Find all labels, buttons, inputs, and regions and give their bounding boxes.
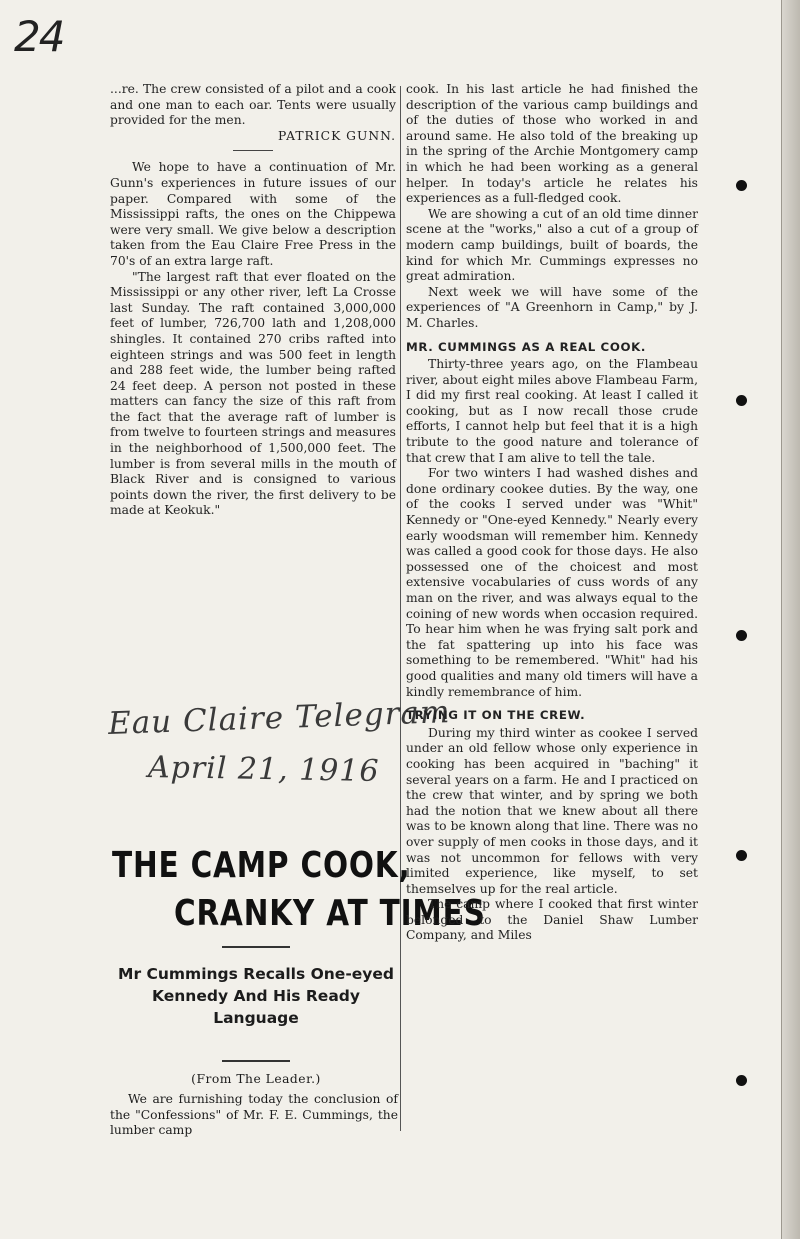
right-paragraph-6: During my third winter as cookee I served under an old fellow whose only experience in cooking has been acquired in "baching" it several years on a farm. He and I practiced on the crew that winter, and by spring we both had the notion that we knew about all there was to be known along that line. There was no over supply of men cooks in those days, and it was not uncommon for fellows with very limited experience, like myself, to set themselves up for the real article. — [406, 725, 698, 896]
editor-note: We hope to have a continuation of Mr. Gunn's experiences in future issues of our paper. Compared with some of the Mississippi rafts, the ones on the Chippewa were very small. We give below a description taken from the Eau Claire Free Press in the 70's of an extra large raft. — [110, 160, 396, 268]
punch-hole-bottom — [736, 850, 747, 861]
left-opening-paragraph: ...re. The crew consisted of a pilot and a cook and one man to each oar. Tents were usually provided for the men. — [110, 82, 396, 128]
author-signature: PATRICK GUNN. — [277, 128, 396, 143]
right-paragraph-5: For two winters I had washed dishes and done ordinary cookee duties. By the way, one of the cooks I served under was "Whit" Kennedy or "One-eyed Kennedy." Nearly every early woodsman will remember him. Kennedy was called a good cook for those days. He also possessed one of the choicest and most extensive vocabularies of cuss words of any man on the river, and was always equal to the coining of new words when occasion required. To hear him when he was frying salt pork and the fat spattering up into his face was something to be remembered. "Whit" had his good qualities and many old timers will have a kindly remembrance of him. — [406, 466, 698, 699]
right-paragraph-2: We are showing a cut of an old time dinner scene at the "works," also a cut of a group of modern camp buildings, built of boards, the kind for which Mr. Cummings expresses no great admiration. — [406, 206, 698, 284]
right-paragraph-1: cook. In his last article he had finished the description of the various camp buildings and of the duties of those who worked in and around same. He also told of the breaking up in the spring of the Archie Montgomery camp in which he had been working as a general helper. In today's article he relates his experiences as a full-fledged cook. — [406, 82, 698, 206]
page-edge — [781, 0, 800, 1239]
source-credit: (From The Leader.) — [191, 1072, 321, 1086]
deck-divider — [222, 1060, 290, 1062]
raft-quote: "The largest raft that ever floated on the Mississippi or any other river, left La Crosse last Sunday. The raft contained 3,000,000 feet of lumber, 726,700 lath and 1,208,000 shingles. It contained 270 cribs rafted into eighteen strings and was 500 feet in length and 288 feet wide, the lumber being rafted 24 feet deep. A person not posted in these matters can fancy the size of this raft from the fact that the average raft of lumber is from twelve to fourteen strings and measures in the neighborhood of 1,500,000 feet. The lumber is from several mills in the mouth of Black River and is consigned to various points down the river, the first delivery to be made at Keokuk." — [110, 269, 396, 518]
page-number: 24 — [14, 12, 64, 61]
headline-divider — [222, 946, 290, 948]
subheading-real-cook: MR. CUMMINGS AS A REAL COOK. — [406, 339, 646, 354]
punch-hole-base — [736, 1075, 747, 1086]
section-divider — [233, 150, 273, 151]
subheading-trying-crew: TRYING IT ON THE CREW. — [406, 708, 586, 723]
right-paragraph-3: Next week we will have some of the experiences of "A Greenhorn in Camp," by J. M. Charles. — [406, 284, 698, 330]
left-column — [110, 82, 396, 519]
handwritten-date: April 21, 1916 — [147, 749, 380, 790]
headline-deck: Mr Cummings Recalls One-eyed Kennedy And His Ready Language — [118, 965, 394, 1027]
headline-line-2: CRANKY AT TIMES — [174, 893, 486, 934]
right-paragraph-7: The camp where I cooked that first winter belonged to the Daniel Shaw Lumber Company, and Miles — [406, 897, 698, 943]
punch-hole-middle — [736, 395, 747, 406]
punch-hole-top — [736, 180, 747, 191]
right-column — [406, 82, 698, 944]
handwritten-source: Eau Claire Telegram — [107, 694, 451, 742]
headline-line-1: THE CAMP COOK, — [112, 845, 411, 886]
punch-hole-lower — [736, 630, 747, 641]
right-paragraph-4: Thirty-three years ago, on the Flambeau river, about eight miles above Flambeau Farm, I did my first real cooking. At least I called it cooking, but as I now recall those crude efforts, I cannot help but feel that it is a high tribute to the good nature and tolerance of that crew that I am alive to tell the tale. — [406, 357, 698, 465]
article-intro — [110, 1092, 398, 1139]
article-intro-text: We are furnishing today the conclusion of the "Confessions" of Mr. F. E. Cummings, the lumber camp — [110, 1092, 398, 1138]
